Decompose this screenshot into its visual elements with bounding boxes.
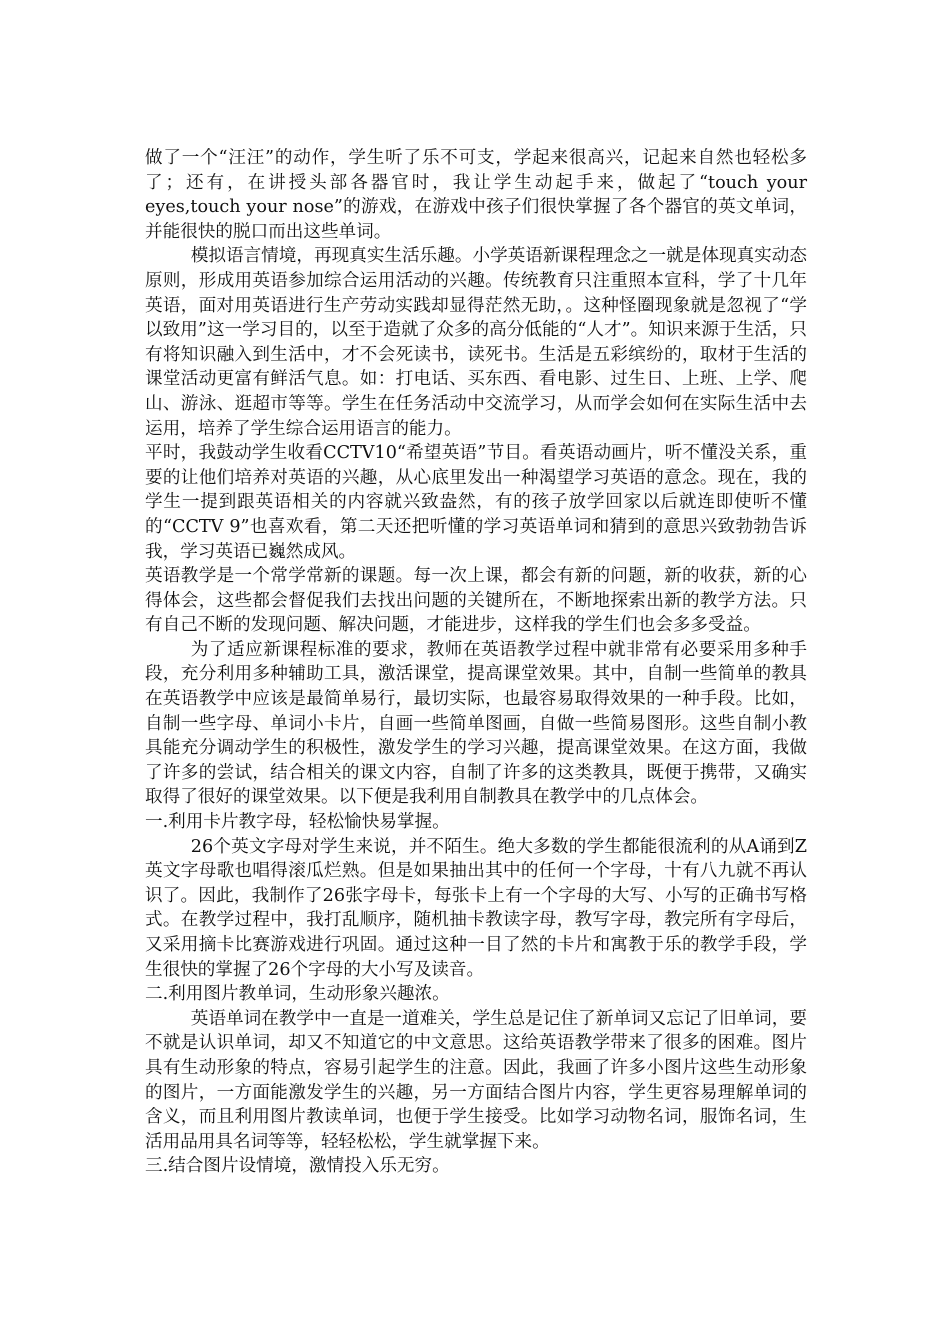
paragraph-7: 英语单词在教学中一直是一道难关，学生总是记住了新单词又忘记了旧单词，要不就是认识单词，却又不知道它的中文意思。这给英语教学带来了很多的困难。图片具有生动形象的特点，容易引起学生的注意。因此，我画了许多小图片这些生动形象的图片，一方面能激发学生的兴趣，另一方面结合图片内容，学生更容易理解单词的含义，而且利用图片教读单词，也便于学生接受。比如学习动物名词，服饰名词，生活用品用具名词等等，轻轻松松，学生就掌握下来。 — [145, 1008, 807, 1152]
paragraph-5: 为了适应新课程标准的要求，教师在英语教学过程中就非常有必要采用多种手段，充分利用多种辅助工具，激活课堂，提高课堂效果。其中，自制一些简单的教具在英语教学中应该是最简单易行，最切实际，也最容易取得效果的一种手段。比如，自制一些字母、单词小卡片，自画一些简单图画，自做一些简易图形。这些自制小教具能充分调动学生的积极性，激发学生的学习兴趣，提高课堂效果。在这方面，我做了许多的尝试，结合相关的课文内容，自制了许多的这类教具，既便于携带，又确实取得了很好的课堂效果。以下便是我利用自制教具在教学中的几点体会。 — [145, 639, 807, 808]
paragraph-6: 26个英文字母对学生来说，并不陌生。绝大多数的学生都能很流利的从A诵到Z英文字母歌也唱得滚瓜烂熟。但是如果抽出其中的任何一个字母，十有八九就不再认识了。因此，我制作了26张字母卡，每张卡上有一个字母的大写、小写的正确书写格式。在教学过程中，我打乱顺序，随机抽卡教读字母，教写字母，教完所有字母后，又采用摘卡比赛游戏进行巩固。通过这种一目了然的卡片和寓教于乐的教学手段，学生很快的掌握了26个字母的大小写及读音。 — [145, 836, 807, 980]
section-heading-1: 一.利用卡片教字母，轻松愉快易掌握。 — [145, 812, 450, 833]
paragraph-3: 平时，我鼓动学生收看CCTV10“希望英语”节目。看英语动画片，听不懂没关系，重要的让他们培养对英语的兴趣，从心底里发出一种渴望学习英语的意念。现在，我的学生一提到跟英语相关的内容就兴致盎然，有的孩子放学回家以后就连即使听不懂的“CCTV 9”也喜欢看，第二天还把听懂的学习英语单词和猜到的意思兴致勃勃告诉我，学习英语已巍然成风。 — [145, 443, 807, 562]
section-heading-2: 二.利用图片教单词，生动形象兴趣浓。 — [145, 984, 450, 1005]
paragraph-1: 做了一个“汪汪”的动作，学生听了乐不可支，学起来很高兴，记起来自然也轻松多了；还有，在讲授头部各器官时，我让学生动起手来，做起了“touch your eyes,touch your nose”的游戏，在游戏中孩子们很快掌握了各个器官的英文单词，并能很快的脱口而出这些单词。 — [145, 148, 807, 242]
section-heading-3: 三.结合图片设情境，激情投入乐无穷。 — [145, 1156, 450, 1177]
paragraph-4: 英语教学是一个常学常新的课题。每一次上课，都会有新的问题，新的收获，新的心得体会，这些都会督促我们去找出问题的关键所在，不断地探索出新的教学方法。只有自己不断的发现问题、解决问题，才能进步，这样我的学生们也会多多受益。 — [145, 566, 807, 636]
paragraph-2: 模拟语言情境，再现真实生活乐趣。小学英语新课程理念之一就是体现真实动态原则，形成用英语参加综合运用活动的兴趣。传统教育只注重照本宣科，学了十几年英语，面对用英语进行生产劳动实践却显得茫然无助，。这种怪圈现象就是忽视了“学以致用”这一学习目的，以至于造就了众多的高分低能的“人才”。知识来源于生活，只有将知识融入到生活中，才不会死读书，读死书。生活是五彩缤纷的，取材于生活的课堂活动更富有鲜活气息。如：打电话、买东西、看电影、过生日、上班、上学、爬山、游泳、逛超市等等。学生在任务活动中交流学习，从而学会如何在实际生活中去运用，培养了学生综合运用语言的能力。 — [145, 246, 807, 439]
document-body — [145, 146, 807, 1179]
